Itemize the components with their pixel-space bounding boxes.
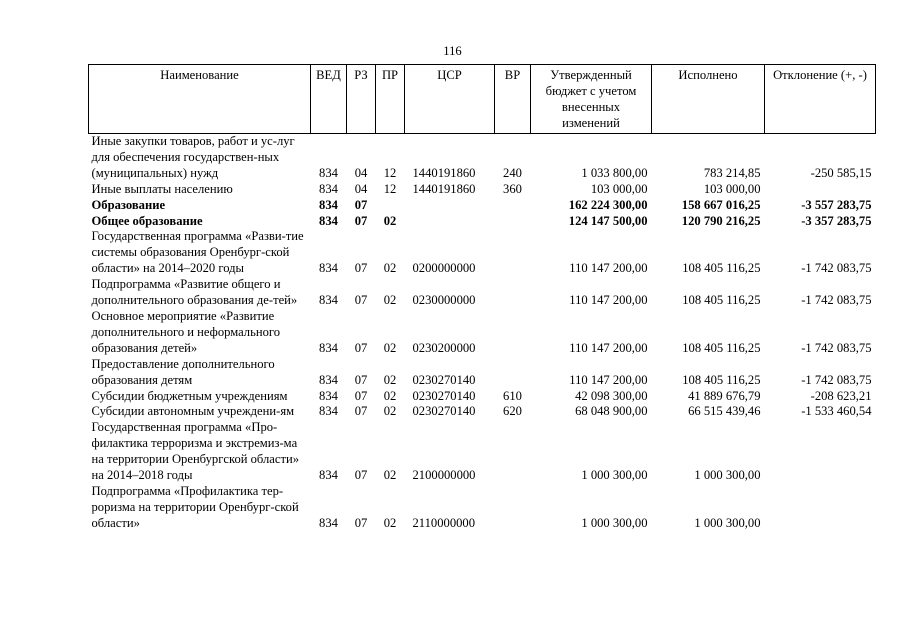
cell-name: Образование [91,197,166,212]
cell-name: Иные выплаты населению [91,181,233,196]
cell-pr: 02 [383,388,397,403]
cell-rz: 04 [354,165,368,180]
cell-deviation: -1 533 460,54 [801,404,872,419]
cell-budget: 124 147 500,00 [568,213,648,228]
cell-csr: 2110000000 [412,515,476,530]
cell-vr [495,229,531,277]
cell-vr: 360 [503,181,522,196]
cell-rz: 07 [354,404,368,419]
cell-ved: 834 [319,181,338,196]
header-executed: Исполнено [652,65,765,134]
cell-name: Подпрограмма «Профилактика тер-роризма на территории Оренбург-ской области» [91,483,299,530]
table-row [89,134,876,182]
cell-csr: 2100000000 [412,468,476,483]
cell-csr [405,198,495,214]
cell-ved: 834 [319,515,338,530]
table-row [89,198,876,214]
cell-vr [495,420,531,484]
header-rz: РЗ [347,65,376,134]
cell-budget: 110 147 200,00 [569,340,648,355]
cell-deviation: -208 623,21 [810,388,872,403]
cell-pr: 02 [383,213,397,228]
cell-name: Иные закупки товаров, работ и ус-луг для обеспечения государствен-ных (муниципальных) нужд [91,134,295,180]
cell-executed: 108 405 116,25 [682,372,761,387]
cell-budget: 110 147 200,00 [569,372,648,387]
cell-name: Субсидии автономным учреждени-ям [91,404,295,419]
cell-deviation: -1 742 083,75 [801,293,872,308]
cell-executed: 158 667 016,25 [681,197,761,212]
table-row [89,484,876,532]
cell-vr [495,198,531,214]
cell-ved: 834 [319,340,338,355]
cell-executed: 108 405 116,25 [682,293,761,308]
cell-rz: 07 [354,213,368,228]
cell-rz: 07 [354,468,368,483]
cell-pr: 02 [383,340,397,355]
cell-vr [495,357,531,389]
cell-pr: 02 [383,468,397,483]
cell-deviation: -1 742 083,75 [801,261,872,276]
header-budget: Утвержденный бюджет с учетом внесенных изменений [531,65,652,134]
header-vr: ВР [495,65,531,134]
table-row [89,404,876,420]
cell-budget: 110 147 200,00 [569,293,648,308]
cell-budget: 1 033 800,00 [581,165,648,180]
header-deviation: Отклонение (+, -) [765,65,876,134]
cell-executed: 103 000,00 [703,181,761,196]
cell-ved: 834 [319,404,338,419]
cell-rz: 07 [354,293,368,308]
cell-deviation: -250 585,15 [810,165,872,180]
cell-name: Общее образование [91,213,203,228]
cell-pr: 02 [383,293,397,308]
cell-rz: 07 [354,372,368,387]
cell-vr [495,484,531,532]
cell-vr: 620 [503,404,522,419]
header-ved: ВЕД [311,65,347,134]
cell-deviation: -3 357 283,75 [801,213,872,228]
table-body [89,134,876,532]
cell-name: Подпрограмма «Развитие общего и дополнительного образования де-тей» [91,277,298,308]
cell-ved: 834 [319,261,338,276]
cell-vr [495,309,531,357]
cell-csr: 0200000000 [412,261,476,276]
header-pr: ПР [376,65,405,134]
cell-csr: 1440191860 [412,165,476,180]
table-row [89,214,876,230]
cell-deviation [765,182,876,198]
cell-ved: 834 [319,213,338,228]
cell-pr: 02 [383,404,397,419]
table-row [89,309,876,357]
cell-csr: 0230270140 [412,404,476,419]
cell-ved: 834 [319,293,338,308]
cell-deviation [765,420,876,484]
cell-csr: 0230200000 [412,340,476,355]
cell-ved: 834 [319,388,338,403]
cell-name: Субсидии бюджетным учреждениям [91,388,288,403]
cell-vr: 610 [503,388,522,403]
cell-executed: 783 214,85 [703,165,761,180]
cell-budget: 42 098 300,00 [575,388,648,403]
table-header-row [89,65,876,134]
table-row [89,182,876,198]
cell-pr: 02 [383,515,397,530]
cell-rz: 07 [354,388,368,403]
cell-rz: 04 [354,181,368,196]
cell-executed: 66 515 439,46 [688,404,761,419]
cell-rz: 07 [354,515,368,530]
cell-executed: 1 000 300,00 [694,515,761,530]
cell-csr: 0230270140 [412,388,476,403]
cell-budget: 68 048 900,00 [575,404,648,419]
cell-csr: 0230000000 [412,293,476,308]
cell-executed: 108 405 116,25 [682,340,761,355]
cell-name: Предоставление дополнительного образования детям [91,356,275,387]
cell-executed: 1 000 300,00 [694,468,761,483]
cell-deviation: -3 557 283,75 [801,197,872,212]
header-csr: ЦСР [405,65,495,134]
cell-deviation: -1 742 083,75 [801,372,872,387]
cell-name: Основное мероприятие «Развитие дополнительного и неформального образования детей» [91,308,281,355]
cell-vr: 240 [503,165,522,180]
cell-vr [495,214,531,230]
cell-executed: 108 405 116,25 [682,261,761,276]
cell-budget: 162 224 300,00 [568,197,648,212]
cell-budget: 1 000 300,00 [581,515,648,530]
cell-pr: 12 [383,181,397,196]
budget-table [88,64,876,532]
cell-name: Государственная программа «Разви-тие системы образования Оренбург-ской области» на 2014–2020 годы [91,229,304,276]
cell-executed: 41 889 676,79 [688,388,761,403]
page-number: 116 [443,44,462,58]
table-row [89,389,876,405]
table-row [89,229,876,277]
cell-name: Государственная программа «Про-филактика терроризма и экстремиз-ма на территории Оренбургской области» на 2014–2018 годы [91,420,300,483]
cell-ved: 834 [319,165,338,180]
cell-pr: 02 [383,261,397,276]
cell-rz: 07 [354,261,368,276]
cell-csr: 0230270140 [412,372,476,387]
cell-csr: 1440191860 [412,181,476,196]
cell-budget: 1 000 300,00 [581,468,648,483]
cell-budget: 103 000,00 [590,181,648,196]
cell-rz: 07 [354,340,368,355]
cell-pr [376,198,405,214]
cell-pr: 12 [383,165,397,180]
header-name: Наименование [89,65,311,134]
cell-pr: 02 [383,372,397,387]
cell-executed: 120 790 216,25 [681,213,761,228]
cell-vr [495,277,531,309]
cell-ved: 834 [319,197,338,212]
table-row [89,420,876,484]
table-row [89,277,876,309]
cell-deviation [765,484,876,532]
cell-rz: 07 [354,197,368,212]
cell-ved: 834 [319,372,338,387]
cell-deviation: -1 742 083,75 [801,340,872,355]
table-row [89,357,876,389]
cell-csr [405,214,495,230]
cell-budget: 110 147 200,00 [569,261,648,276]
cell-ved: 834 [319,468,338,483]
